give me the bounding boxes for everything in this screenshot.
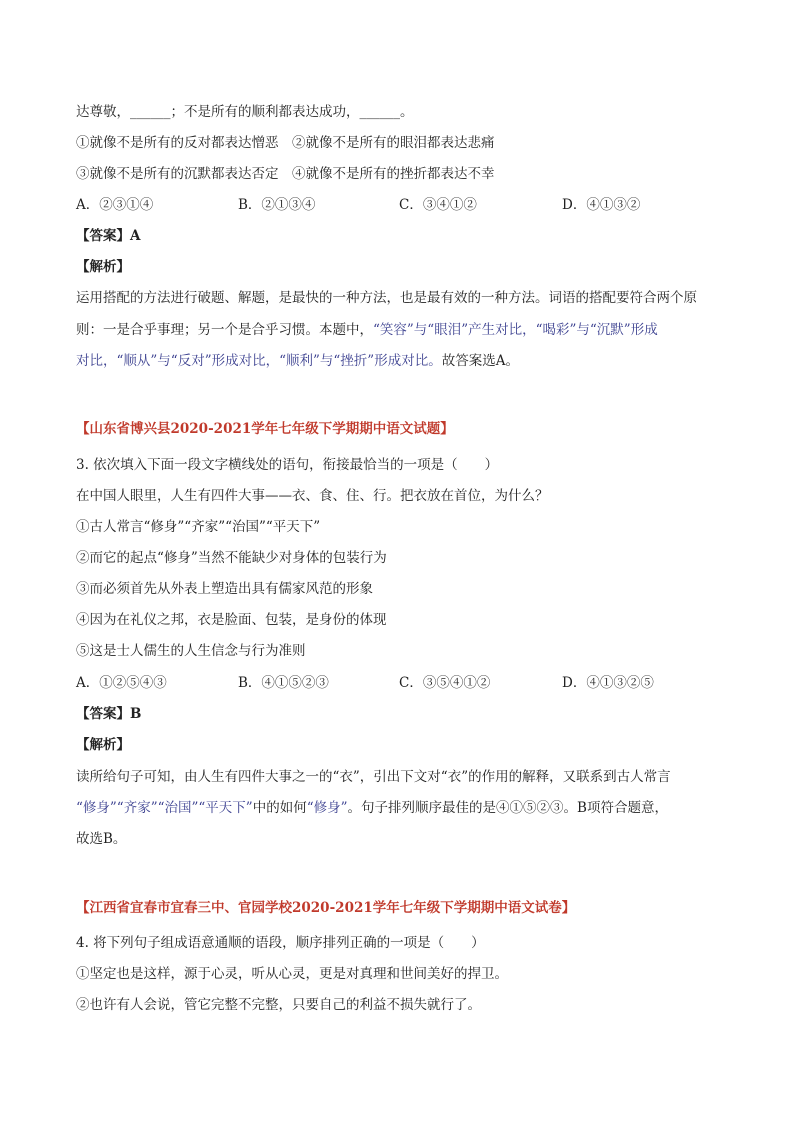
- q2-analysis-highlight: 对比，“顺从”与“反对”形成对比，“顺利”与“挫折”形成对比。: [76, 353, 442, 369]
- q4-sentence-2: ②也许有人会说，管它完整不完整，只要自己的利益不损失就行了。: [76, 997, 481, 1013]
- q3-analysis-label: 【解析】: [76, 737, 130, 753]
- q2-analysis-text: 故答案选A。: [441, 353, 519, 369]
- q2-option-a: A．②③①④: [76, 197, 154, 213]
- q3-analysis-text: 中的如何: [252, 800, 307, 816]
- q3-option-b: B．④①⑤②③: [238, 675, 329, 691]
- q4-stem: 4. 将下列句子组成语意通顺的语段，顺序排列正确的一项是（ ）: [76, 935, 485, 951]
- q2-analysis-line-2: [76, 320, 658, 340]
- q2-analysis-text: 则：一是合乎事理；另一个是合乎习惯。本题中，: [76, 322, 373, 338]
- q2-stem-tail: 达尊敬，______；不是所有的顺利都表达成功，______。: [76, 104, 414, 120]
- q4-source: 【江西省宜春市宜春三中、官园学校2020-2021学年七年级下学期期中语文试卷】: [76, 900, 576, 916]
- q3-sentence-5: ⑤这是士人儒生的人生信念与行为准则: [76, 643, 306, 659]
- q3-stem: 3. 依次填入下面一段文字横线处的语句，衔接最恰当的一项是（ ）: [76, 457, 499, 473]
- q2-analysis-line-3: [76, 351, 519, 371]
- q2-analysis-line-1: 运用搭配的方法进行破题、解题，是最快的一种方法，也是最有效的一种方法。词语的搭配要符合两个原: [76, 290, 697, 306]
- q3-option-a: A．①②⑤④③: [76, 675, 167, 691]
- q2-option-d: D．④①③②: [562, 197, 641, 213]
- q2-analysis-label: 【解析】: [76, 259, 130, 275]
- q3-option-d: D．④①③②⑤: [562, 675, 654, 691]
- q3-sentence-1: ①古人常言“修身”“齐家”“治国”“平天下”: [76, 519, 321, 535]
- q2-option-b: B．②①③④: [238, 197, 316, 213]
- q2-answer: 【答案】A: [76, 228, 141, 244]
- q3-answer: 【答案】B: [76, 706, 142, 722]
- q3-sentence-2: ②而它的起点“修身”当然不能缺少对身体的包装行为: [76, 550, 387, 566]
- q3-analysis-line-1: 读所给句子可知，由人生有四件大事之一的“衣”，引出下文对“衣”的作用的解释，又联系到古人常言: [76, 769, 671, 785]
- q3-analysis-text: 。句子排列顺序最佳的是④①⑤②③。B项符合题意，: [347, 800, 668, 816]
- q2-choices-line-2: ③就像不是所有的沉默都表达否定 ④就像不是所有的挫折都表达不幸: [76, 166, 495, 182]
- q3-source: 【山东省博兴县2020-2021学年七年级下学期期中语文试题】: [76, 421, 454, 437]
- q3-analysis-highlight: “修身”“齐家”“治国”“平天下”: [76, 800, 253, 816]
- q3-sentence-4: ④因为在礼仪之邦，衣是脸面、包装，是身份的体现: [76, 612, 387, 628]
- q3-analysis-line-2: [76, 798, 668, 818]
- q2-analysis-highlight: “笑容”与“眼泪”产生对比，“喝彩”与“沉默”形成: [373, 322, 658, 338]
- q4-sentence-1: ①坚定也是这样，源于心灵，听从心灵，更是对真理和世间美好的捍卫。: [76, 966, 508, 982]
- q3-sentence-3: ③而必须首先从外表上塑造出具有儒家风范的形象: [76, 581, 373, 597]
- q3-option-c: C．③⑤④①②: [399, 675, 491, 691]
- q3-text: 在中国人眼里，人生有四件大事——衣、食、住、行。把衣放在首位，为什么？: [76, 488, 549, 504]
- q3-analysis-highlight: “修身”: [306, 800, 348, 816]
- q2-choices-line-1: ①就像不是所有的反对都表达憎恶 ②就像不是所有的眼泪都表达悲痛: [76, 135, 495, 151]
- q2-option-c: C．③④①②: [399, 197, 477, 213]
- q3-analysis-line-3: 故选B。: [76, 831, 127, 847]
